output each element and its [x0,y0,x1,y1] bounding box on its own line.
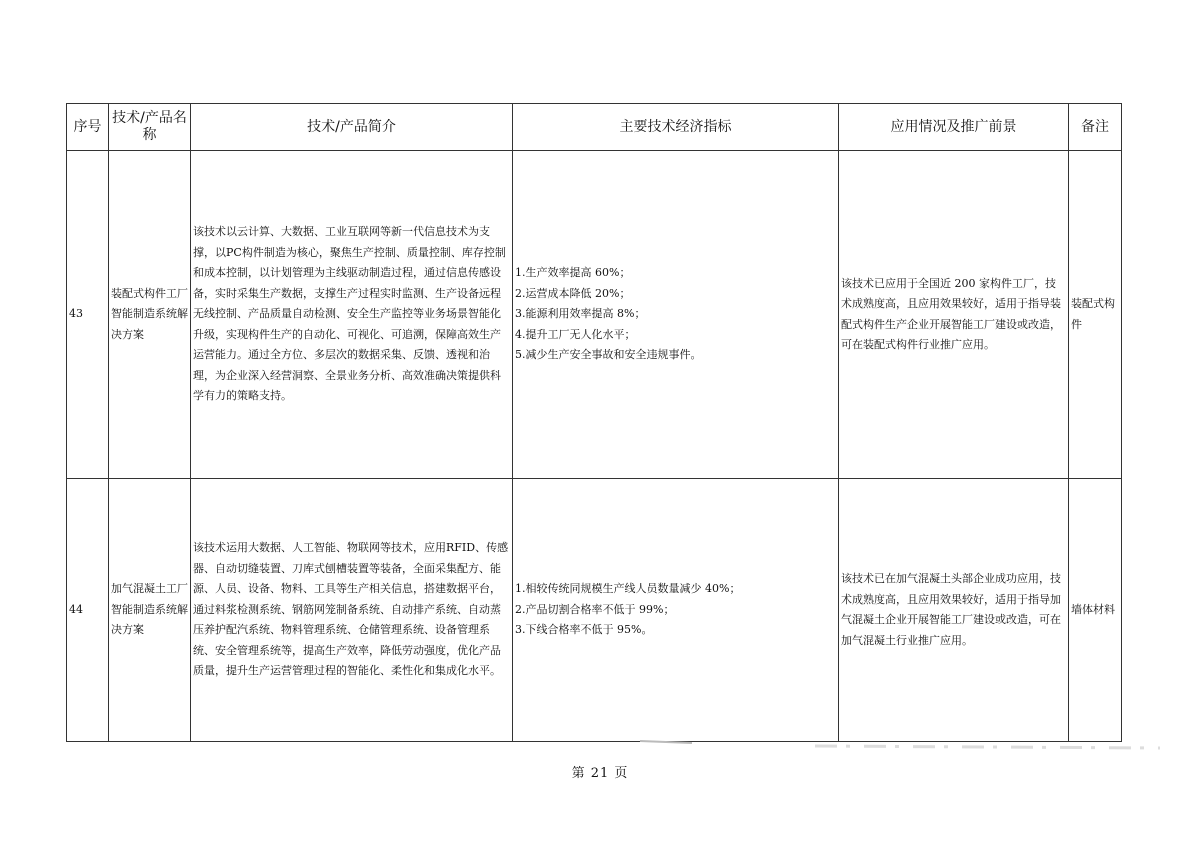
row-seq: 44 [67,479,109,742]
indicator-line: 4.提升工厂无人化水平； [515,327,636,341]
row-seq: 43 [67,151,109,479]
row-application: 该技术已在加气混凝土头部企业成功应用，技术成熟度高，且应用效果较好，适用于指导加气混凝土企业开展智能工厂建设或改造，可在加气混凝土行业推广应用。 [839,479,1069,742]
indicator-line: 3.能源利用效率提高 8%； [515,307,646,321]
header-indicators: 主要技术经济指标 [513,104,839,151]
header-note: 备注 [1069,104,1122,151]
header-seq: 序号 [67,104,109,151]
indicator-line: 2.运营成本降低 20%； [515,286,631,300]
row-application: 该技术已应用于全国近 200 家构件工厂，技术成熟度高，且应用效果较好，适用于指导装配式构件生产企业开展智能工厂建设或改造，可在装配式构件行业推广应用。 [839,151,1069,479]
row-name: 加气混凝土工厂智能制造系统解决方案 [109,479,191,742]
indicator-line: 2.产品切割合格率不低于 99%； [515,602,675,616]
page-number: 第 21 页 [571,766,629,781]
row-intro: 该技术运用大数据、人工智能、物联网等技术，应用RFID、传感器、自动切缝装置、刀库式刨槽装置等装备，全面采集配方、能源、人员、设备、物料、工具等生产相关信息，搭建数据平台，通过料浆检测系统、钢筋网笼制备系统、自动排产系统、自动蒸压养护配汽系统、物料管理系统、仓储管理系统、设备管理系统、安全管理系统等，提高生产效率，降低劳动强度，优化产品质量，提升生产运营管理过程的智能化、柔性化和集成化水平。 [191,479,513,742]
header-intro: 技术/产品简介 [191,104,513,151]
indicator-line: 3.下线合格率不低于 95%。 [515,623,653,637]
scan-mark [640,741,692,743]
header-application: 应用情况及推广前景 [839,104,1069,151]
indicator-line: 1.相较传统同规模生产线人员数量减少 40%； [515,582,741,596]
indicator-line: 1.生产效率提高 60%； [515,266,631,280]
row-intro: 该技术以云计算、大数据、工业互联网等新一代信息技术为支撑，以PC构件制造为核心，聚焦生产控制、质量控制、库存控制和成本控制，以计划管理为主线驱动制造过程，通过信息传感设备，实时采集生产数据，支撑生产过程实时监测、生产设备远程无线控制、产品质量自动检测、安全生产监控等业务场景智能化升级，实现构件生产的自动化、可视化、可追溯，保障高效生产运营能力。通过全方位、多层次的数据采集、反馈、透视和治理，为企业深入经营洞察、全景业务分析、高效准确决策提供科学有力的策略支持。 [191,151,513,479]
row-note: 装配式构件 [1069,151,1122,479]
row-note: 墙体材料 [1069,479,1122,742]
indicator-line: 5.减少生产安全事故和安全违规事件。 [515,348,702,362]
header-name: 技术/产品名称 [109,104,191,151]
scan-mark [815,746,1160,748]
row-name: 装配式构件工厂智能制造系统解决方案 [109,151,191,479]
